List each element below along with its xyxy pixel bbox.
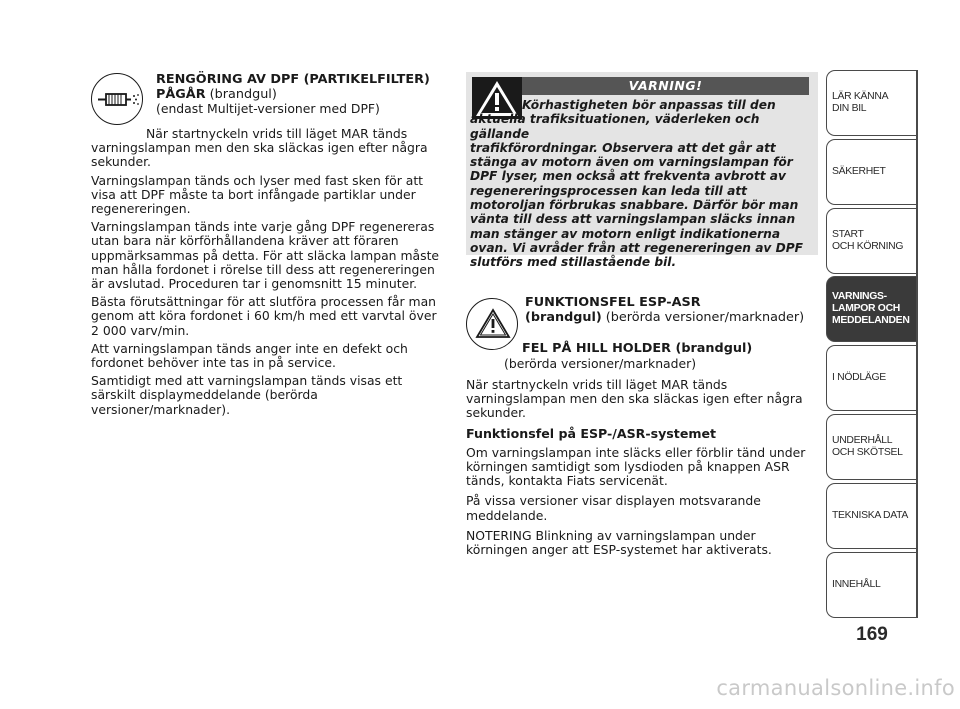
dpf-paragraph: Varningslampan tänds inte varje gång DPF regenereras utan bara när körförhållandena kräver att föraren uppmärksammas på detta. För att släcka lampan måste man hålla fordonet i rörelse till dess att regenereringen är avslutad. Proceduren tar i genomsnitt 15 minuter. bbox=[91, 219, 440, 292]
hill-holder-note: (berörda versioner/marknader) bbox=[504, 355, 697, 371]
tab-label: LÄR KÄNNA DIN BIL bbox=[832, 91, 889, 114]
esp-subtitle-note: (berörda versioner/marknader) bbox=[601, 309, 805, 325]
watermark: carmanualsonline.info bbox=[716, 676, 955, 700]
esp-paragraph: Om varningslampan inte släcks eller förblir tänd under körningen samtidigt som lysdioden på knappen ASR tänds, kontakta Fiats servicenät. bbox=[466, 444, 806, 489]
dpf-paragraph: När startnyckeln vrids till läget MAR tänds varningslampan men den ska släckas igen efter några sekunder. bbox=[91, 126, 428, 170]
tab-innehall[interactable] bbox=[826, 552, 917, 618]
dpf-note: (endast Multijet-versioner med DPF) bbox=[156, 101, 380, 116]
dpf-subtitle bbox=[156, 88, 456, 103]
dpf-subtitle-color: (brandgul) bbox=[205, 86, 277, 102]
dpf-subtitle-bold: PÅGÅR bbox=[156, 86, 206, 102]
tab-label: I NÖDLÄGE bbox=[832, 372, 886, 383]
esp-section-heading: Funktionsfel på ESP-/ASR-systemet bbox=[466, 425, 717, 441]
esp-subtitle-color: (brandgul) bbox=[525, 309, 602, 325]
page-number: 169 bbox=[856, 624, 888, 645]
esp-body bbox=[466, 378, 818, 563]
esp-paragraph: På vissa versioner visar displayen motsvarande meddelande. bbox=[466, 493, 761, 523]
tab-label: INNEHÅLL bbox=[832, 579, 881, 590]
warning-text bbox=[470, 98, 814, 270]
dpf-paragraph: Varningslampan tänds och lyser med fast sken för att visa att DPF måste ta bort infångade partiklar under regenereringen. bbox=[91, 172, 424, 217]
tab-tekniska-data[interactable] bbox=[826, 483, 917, 549]
dpf-paragraph: Att varningslampan tänds anger inte en defekt och fordonet behöver inte tas in på service. bbox=[91, 340, 408, 371]
esp-title: FUNKTIONSFEL ESP-ASR bbox=[525, 295, 701, 310]
tab-lar-kanna-din-bil[interactable] bbox=[826, 70, 917, 136]
tab-label: VARNINGS- LAMPOR OCH MEDDELANDEN bbox=[832, 291, 910, 326]
navigation-frame bbox=[916, 70, 918, 618]
tab-i-nodlage[interactable] bbox=[826, 345, 917, 411]
warning-box bbox=[466, 72, 818, 270]
tab-label: SÄKERHET bbox=[832, 166, 886, 177]
dpf-title: RENGÖRING AV DPF (PARTIKELFILTER) bbox=[156, 72, 430, 87]
dpf-paragraph: Bästa förutsättningar för att slutföra processen får man genom att köra fordonet i 60 km/h med ett varvtal över 2 000 varv/min. bbox=[91, 294, 437, 338]
dpf-filter-icon bbox=[91, 73, 143, 125]
warning-text-lead: Körhastigheten bör anpassas till den aktuella trafiksituationen, väderleken och gällande bbox=[470, 98, 776, 141]
tab-varningslampor-och-meddelanden[interactable] bbox=[826, 276, 917, 342]
hill-holder-title: FEL PÅ HILL HOLDER (brandgul) bbox=[522, 341, 753, 356]
esp-intro: När startnyckeln vrids till läget MAR tänds varningslampan men den ska släckas igen efter några sekunder. bbox=[466, 377, 803, 421]
tab-sakerhet[interactable] bbox=[826, 139, 917, 205]
esp-paragraph: NOTERING Blinkning av varningslampan under körningen anger att ESP-systemet har aktiverats. bbox=[466, 527, 772, 558]
dpf-body bbox=[91, 127, 446, 421]
hill-holder-heading bbox=[504, 342, 814, 371]
esp-subtitle bbox=[525, 311, 815, 326]
esp-heading bbox=[525, 296, 815, 325]
dpf-heading bbox=[156, 73, 456, 116]
tab-label: UNDERHÅLL OCH SKÖTSEL bbox=[832, 435, 903, 458]
tab-start-och-korning[interactable] bbox=[826, 208, 917, 274]
warning-text-rest: trafikförordningar. Observera att det går att stänga av motorn även om varningslampan för DPF lyser, men också att frekventa avbrott av regenereringsprocessen kan leda till att motoroljan förbrukas snabbare. Därför bör man vänta till dess att varningslampan släcks innan man stänger av motorn enligt indikationerna ovan. Vi avråder från att regenereringen av DPF slutförs med stillastående bil. bbox=[470, 140, 803, 270]
warning-label: VARNING! bbox=[522, 77, 809, 95]
dpf-paragraph: Samtidigt med att varningslampan tänds visas ett särskilt displaymeddelande (berörda versioner/marknader). bbox=[91, 373, 403, 417]
tab-label: START OCH KÖRNING bbox=[832, 229, 904, 252]
tab-underhall-och-skotsel[interactable] bbox=[826, 414, 917, 480]
tab-label: TEKNISKA DATA bbox=[832, 510, 908, 521]
